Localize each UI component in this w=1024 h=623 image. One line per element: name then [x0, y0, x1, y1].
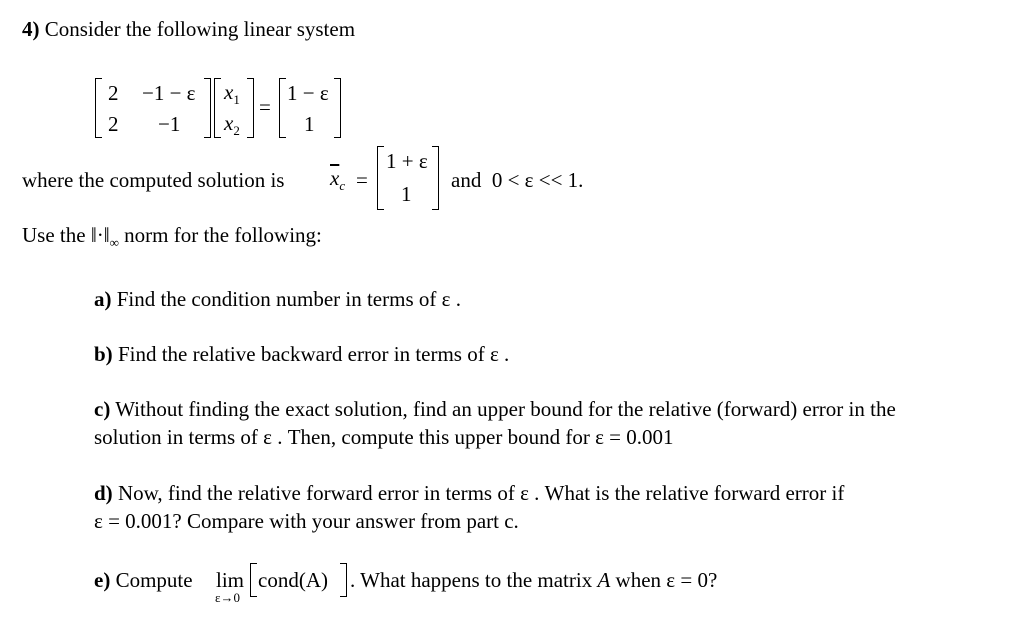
- var-x2: $x_2$: [224, 111, 240, 138]
- matrix-a-symbol: A: [597, 568, 611, 592]
- matrix-r2c1: 2: [108, 112, 119, 136]
- part-a-label: a): [94, 287, 112, 311]
- solution-r2: 1: [401, 182, 412, 206]
- part-e-cond: cond(A): [258, 568, 328, 592]
- rhs-r2: 1: [304, 112, 315, 136]
- part-c-line2: solution in terms of ε . Then, compute this upper bound for ε = 0.001: [94, 425, 674, 449]
- solution-equals: =: [356, 168, 368, 192]
- vars-right-bracket: [247, 78, 254, 138]
- solution-r1: 1 + ε: [386, 149, 428, 173]
- matrix-left-bracket: [95, 78, 102, 138]
- part-d-line2: ε = 0.001? Compare with your answer from part c.: [94, 509, 519, 533]
- part-e-suffix: . What happens to the matrix A when ε = 0?: [350, 568, 718, 592]
- part-e-right-bracket: [340, 563, 347, 597]
- rhs-left-bracket: [279, 78, 286, 138]
- problem-number: 4): [22, 17, 40, 41]
- part-b: [94, 344, 509, 365]
- part-a: [94, 289, 461, 310]
- part-c-line1: Without finding the exact solution, find an upper bound for the relative (forward) error in the: [115, 397, 896, 421]
- part-e-lim: lim: [216, 568, 245, 592]
- norm-suffix: norm for the following:: [124, 223, 322, 247]
- part-b-text: Find the relative backward error in terms of ε .: [117, 342, 510, 366]
- part-c: [94, 399, 896, 420]
- norm-symbol: $‖\cdot‖_\infty$: [90, 223, 119, 250]
- matrix-r2c2: −1: [158, 112, 181, 136]
- matrix-r1c2: −1 − ε: [142, 81, 196, 105]
- solution-tail: and 0 < ε << 1.: [451, 168, 584, 192]
- part-b-label: b): [94, 342, 113, 366]
- var-x1: $x_1$: [224, 80, 240, 107]
- part-d-label: d): [94, 481, 113, 505]
- rhs-r1: 1 − ε: [287, 81, 329, 105]
- part-d: [94, 483, 844, 504]
- equals-sign: =: [259, 95, 271, 119]
- part-e-label: e): [94, 568, 111, 592]
- solution-text: where the computed solution is: [22, 168, 285, 192]
- part-e-prefix: Compute: [115, 568, 193, 592]
- part-e-lim-sub: ε→0: [215, 590, 240, 605]
- part-c-label: c): [94, 397, 111, 421]
- solution-right-bracket: [432, 146, 439, 210]
- rhs-right-bracket: [334, 78, 341, 138]
- part-e-left-bracket: [250, 563, 257, 597]
- norm-prefix: Use the: [22, 223, 86, 247]
- part-d-line1: Now, find the relative forward error in terms of ε . What is the relative forward error if: [117, 481, 845, 505]
- solution-var: $\overline{x}_c$: [330, 166, 346, 193]
- vars-left-bracket: [214, 78, 221, 138]
- norm-line: [22, 223, 322, 250]
- solution-left-bracket: [377, 146, 384, 210]
- matrix-r1c1: 2: [108, 81, 119, 105]
- part-a-text: Find the condition number in terms of ε .: [116, 287, 461, 311]
- problem-intro: Consider the following linear system: [44, 17, 356, 41]
- matrix-right-bracket: [204, 78, 211, 138]
- problem-header: [22, 19, 355, 40]
